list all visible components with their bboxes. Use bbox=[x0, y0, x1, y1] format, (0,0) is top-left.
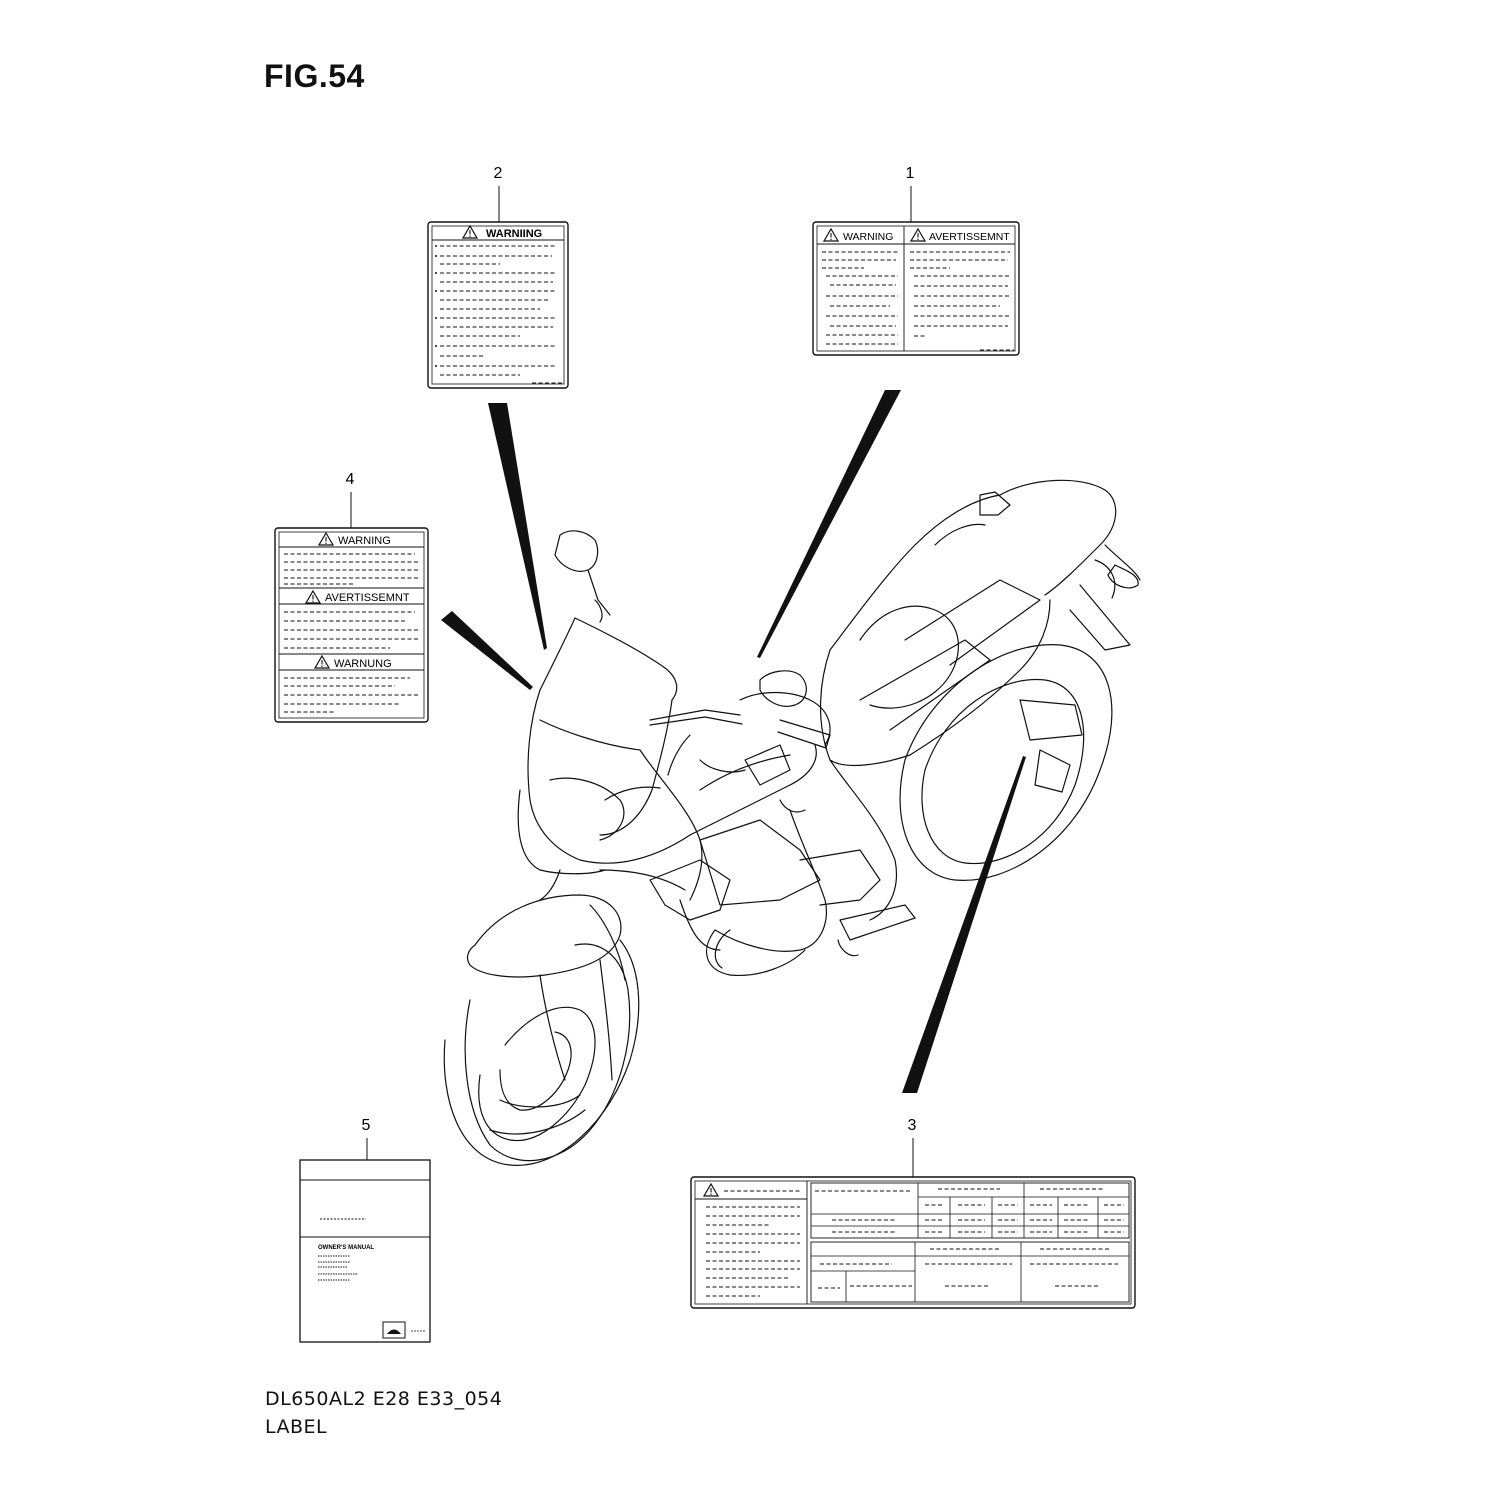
seat-and-tail bbox=[821, 480, 1140, 765]
frame-and-engine bbox=[650, 580, 1040, 975]
pointer-label-3 bbox=[902, 756, 1026, 1093]
label-2-heading: WARNIING bbox=[486, 228, 543, 240]
callout-number-2: 2 bbox=[493, 165, 503, 182]
pointer-label-2 bbox=[488, 403, 547, 650]
label-1-left-heading: WARNING bbox=[843, 231, 894, 243]
pointer-label-4 bbox=[441, 611, 533, 690]
front-wheel-and-fork bbox=[444, 895, 638, 1165]
callout-number-4: 4 bbox=[345, 471, 355, 488]
label-4-heading-1: WARNING bbox=[338, 535, 391, 547]
label-1-bilingual-warning-sticker bbox=[813, 222, 1019, 355]
callout-1 bbox=[906, 165, 915, 222]
figure-title: FIG.54 bbox=[264, 58, 365, 94]
section-name: LABEL bbox=[265, 1416, 328, 1438]
label-4-heading-2: AVERTISSEMNT bbox=[325, 592, 410, 604]
callout-5 bbox=[362, 1117, 371, 1160]
motorcycle-line-art bbox=[444, 480, 1140, 1165]
label-4-trilingual-warning-sticker bbox=[275, 528, 428, 722]
fairing-and-windscreen bbox=[518, 618, 816, 900]
callout-number-3: 3 bbox=[907, 1117, 917, 1134]
item-5-owners-manual bbox=[300, 1160, 430, 1342]
label-1-right-heading: AVERTISSEMNT bbox=[929, 231, 1010, 243]
callout-number-1: 1 bbox=[905, 165, 915, 182]
callout-4 bbox=[346, 471, 355, 528]
label-2-warning-sticker bbox=[428, 222, 568, 388]
pointer-label-1 bbox=[757, 390, 901, 658]
model-code: DL650AL2 E28 E33_054 bbox=[265, 1388, 503, 1410]
manual-title-text: OWNER'S MANUAL bbox=[318, 1245, 375, 1251]
callout-number-5: 5 bbox=[361, 1117, 371, 1134]
rear-wheel bbox=[900, 645, 1112, 881]
label-3-tire-information-sticker bbox=[691, 1177, 1135, 1308]
label-4-heading-3: WARNUNG bbox=[334, 658, 392, 670]
callout-3 bbox=[908, 1117, 917, 1177]
callout-2 bbox=[494, 165, 503, 222]
handlebars-and-mirrors bbox=[555, 531, 830, 812]
